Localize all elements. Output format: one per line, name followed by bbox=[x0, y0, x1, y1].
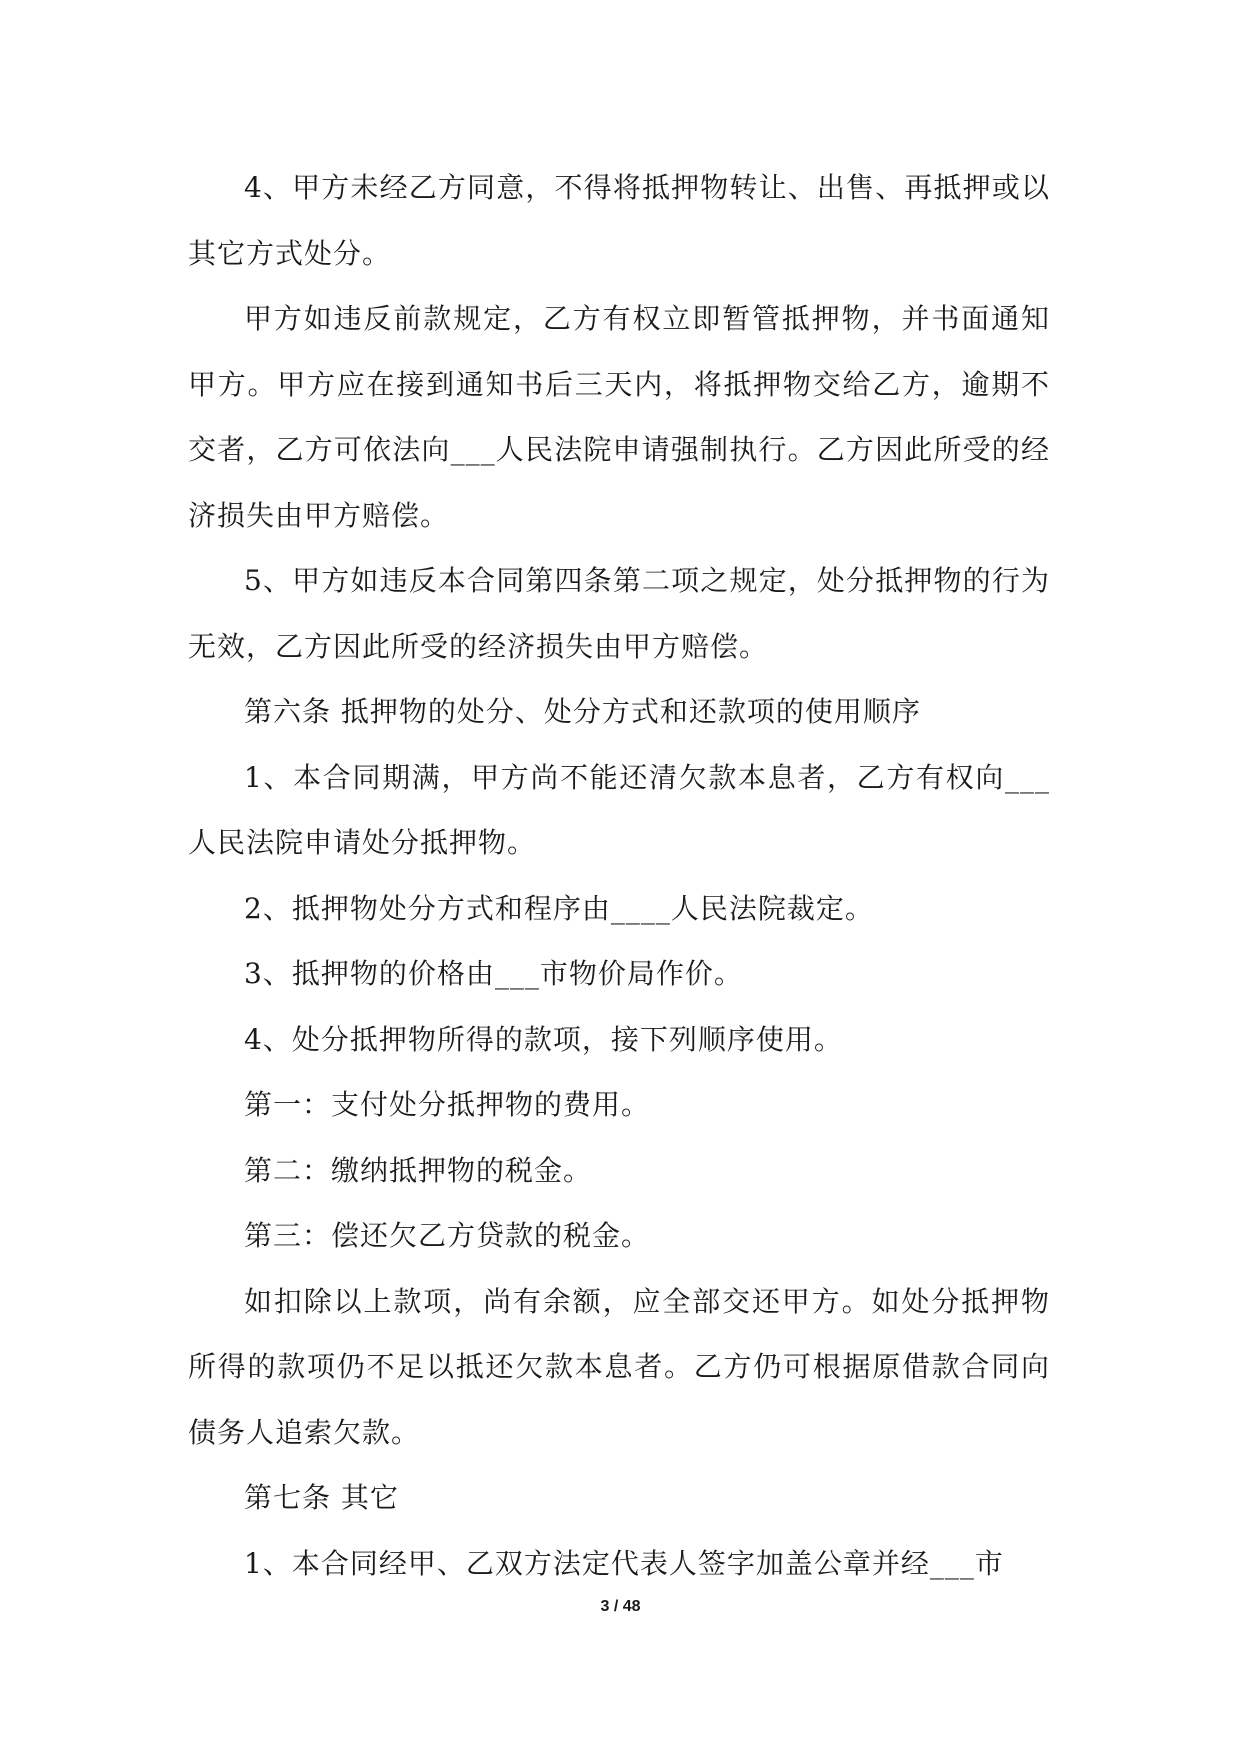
paragraph-article-6-item-3: 3、抵押物的价格由___市物价局作价。 bbox=[244, 957, 743, 990]
paragraph-violation-custody: 甲方如违反前款规定，乙方有权立即暂管抵押物，并书面通知甲方。甲方应在接到通知书后三天内，将抵押物交给乙方，逾期不交者，乙方可依法向___人民法院申请强制执行。乙方因此所受的经济损失由甲方赔偿。 bbox=[188, 302, 1050, 532]
paragraph-article-6-item-1: 1、本合同期满，甲方尚不能还清欠款本息者，乙方有权向___人民法院申请处分抵押物。 bbox=[188, 760, 1050, 859]
article-6-heading: 第六条 抵押物的处分、处分方式和还款项的使用顺序 bbox=[244, 695, 921, 728]
paragraph-clause-5-invalid-disposal: 5、甲方如违反本合同第四条第二项之规定，处分抵押物的行为无效，乙方因此所受的经济损失由甲方赔偿。 bbox=[188, 564, 1050, 663]
paragraph-article-7-item-1: 1、本合同经甲、乙双方法定代表人签字加盖公章并经___市 bbox=[244, 1546, 1004, 1580]
paragraph-article-6-item-4: 4、处分抵押物所得的款项，接下列顺序使用。 bbox=[244, 1022, 843, 1056]
document-body bbox=[188, 155, 1050, 1596]
article-7-heading: 第七条 其它 bbox=[244, 1481, 399, 1514]
paragraph-order-third: 第三：偿还欠乙方贷款的税金。 bbox=[244, 1219, 651, 1252]
paragraph-order-first: 第一：支付处分抵押物的费用。 bbox=[244, 1088, 651, 1121]
page-number: 3 / 48 bbox=[600, 1598, 641, 1615]
paragraph-article-6-item-2: 2、抵押物处分方式和程序由____人民法院裁定。 bbox=[244, 891, 874, 925]
paragraph-remaining-balance: 如扣除以上款项，尚有余额，应全部交还甲方。如处分抵押物所得的款项仍不足以抵还欠款本息者。乙方仍可根据原借款合同向债务人追索欠款。 bbox=[188, 1284, 1050, 1449]
paragraph-clause-4-transfer: 4、甲方未经乙方同意，不得将抵押物转让、出售、再抵押或以其它方式处分。 bbox=[188, 171, 1050, 270]
paragraph-order-second: 第二：缴纳抵押物的税金。 bbox=[244, 1153, 593, 1187]
